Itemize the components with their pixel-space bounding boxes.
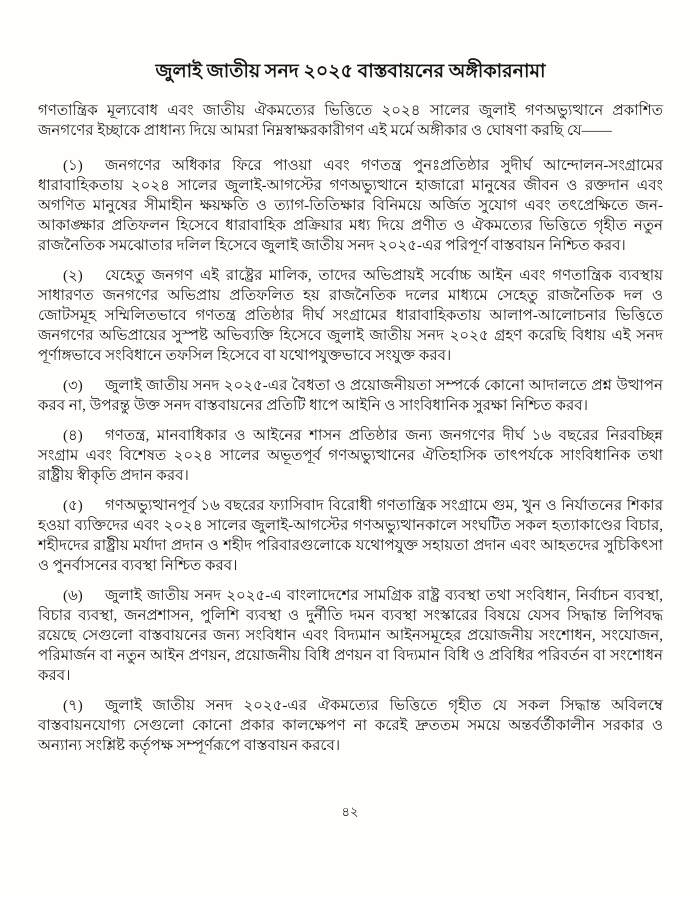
clause-3-number: (৩) [63, 378, 83, 394]
clause-2-text: যেহেতু জনগণ এই রাষ্ট্রের মালিক, তাদের অভিপ্রায়ই সর্বোচ্চ আইন এবং গণতান্ত্রিক ব্যবস্থায় সাধারণত জনগণের অভিপ্রায় প্রতিফলিত হয় রাজনৈতিক দলের মাধ্যমে সেহেতু রাজনৈতিক দল ও জোটসমূহ সম্মিলিতভাবে গণতন্ত্র প্রতিষ্ঠার দীর্ঘ সংগ্রামের ধারাবাহিকতায় আলাপ-আলোচনার ভিত্তিতে জনগণের অভিপ্রায়ের সুস্পষ্ট অভিব্যক্তি হিসেবে জুলাই জাতীয় সনদ ২০২৫ গ্রহণ করেছি বিধায় এই সনদ পূর্ণাঙ্গভাবে সংবিধানে তফসিল হিসেবে বা যথোপযুক্তভাবে সংযুক্ত করব। [38, 268, 663, 364]
clause-3 [38, 376, 663, 416]
intro-paragraph: গণতান্ত্রিক মূল্যবোধ এবং জাতীয় ঐকমত্যের ভিত্তিতে ২০২৪ সালের জুলাই গণঅভ্যুত্থানে প্রকাশিত জনগণের ইচ্ছাকে প্রাধান্য দিয়ে আমরা নিম্নস্বাক্ষরকারীগণ এই মর্মে অঙ্গীকার ও ঘোষণা করছি যে—— [38, 103, 663, 139]
clause-3-text: জুলাই জাতীয় সনদ ২০২৫-এর বৈধতা ও প্রয়োজনীয়তা সম্পর্কে কোনো আদালতে প্রশ্ন উত্থাপন করব না, উপরন্তু উক্ত সনদ বাস্তবায়নের প্রতিটি ধাপে আইনি ও সাংবিধানিক সুরক্ষা নিশ্চিত করব। [38, 378, 663, 414]
clause-6-text: জুলাই জাতীয় সনদ ২০২৫-এ বাংলাদেশের সামগ্রিক রাষ্ট্র ব্যবস্থা তথা সংবিধান, নির্বাচন ব্যবস্থা, বিচার ব্যবস্থা, জনপ্রশাসন, পুলিশি ব্যবস্থা ও দুর্নীতি দমন ব্যবস্থা সংস্কারের বিষয়ে যেসব সিদ্ধান্ত লিপিবদ্ধ রয়েছে সেগুলো বাস্তবায়নের জন্য সংবিধান এবং বিদ্যমান আইনসমূহের প্রয়োজনীয় সংশোধন, সংযোজন, পরিমার্জন বা নতুন আইন প্রণয়ন, প্রয়োজনীয় বিধি প্রণয়ন বা বিদ্যমান বিধি ও প্রবিধির পরিবর্তন বা সংশোধন করব। [38, 588, 663, 684]
clause-1-text: জনগণের অধিকার ফিরে পাওয়া এবং গণতন্ত্র পুনঃপ্রতিষ্ঠার সুদীর্ঘ আন্দোলন-সংগ্রামের ধারাবাহিকতায় ২০২৪ সালের জুলাই-আগস্টের গণঅভ্যুত্থানে হাজারো মানুষের জীবন ও রক্তদান এবং অগণিত মানুষের সীমাহীন ক্ষয়ক্ষতি ও ত্যাগ-তিতিক্ষার বিনিময়ে অর্জিত সুযোগ এবং তৎপ্রেক্ষিতে জন-আকাঙ্ক্ষার প্রতিফলন হিসেবে ধারাবাহিক প্রক্রিয়ার মধ্য দিয়ে প্রণীত ও ঐকমত্যের ভিত্তিতে গৃহীত নতুন রাজনৈতিক সমঝোতার দলিল হিসেবে জুলাই জাতীয় সনদ ২০২৫-এর পরিপূর্ণ বাস্তবায়ন নিশ্চিত করব। [38, 158, 663, 254]
clause-4 [38, 426, 663, 486]
clause-4-text: গণতন্ত্র, মানবাধিকার ও আইনের শাসন প্রতিষ্ঠার জন্য জনগণের দীর্ঘ ১৬ বছরের নিরবচ্ছিন্ন সংগ্রাম এবং বিশেষত ২০২৪ সালের অভূতপূর্ব গণঅভ্যুত্থানের ঐতিহাসিক তাৎপর্যকে সাংবিধানিক তথা রাষ্ট্রীয় স্বীকৃতি প্রদান করব। [38, 428, 663, 484]
clause-2 [38, 266, 663, 366]
document-content [38, 60, 663, 766]
clause-4-number: (৪) [63, 428, 83, 444]
clause-5-text: গণঅভ্যুত্থানপূর্ব ১৬ বছরের ফ্যাসিবাদ বিরোধী গণতান্ত্রিক সংগ্রামে গুম, খুন ও নির্যাতনের শিকার হওয়া ব্যক্তিদের এবং ২০২৪ সালের জুলাই-আগস্টের গণঅভ্যুত্থানকালে সংঘটিত সকল হত্যাকাণ্ডের বিচার, শহীদদের রাষ্ট্রীয় মর্যাদা প্রদান ও শহীদ পরিবারগুলোকে যথোপযুক্ত সহায়তা প্রদান এবং আহতদের সুচিকিৎসা ও পুনর্বাসনের ব্যবস্থা নিশ্চিত করব। [38, 498, 663, 574]
clause-7-text: জুলাই জাতীয় সনদ ২০২৫-এর ঐকমত্যের ভিত্তিতে গৃহীত যে সকল সিদ্ধান্ত অবিলম্বে বাস্তবায়নযোগ্য সেগুলো কোনো প্রকার কালক্ষেপণ না করেই দ্রুততম সময়ে অন্তর্বর্তীকালীন সরকার ও অন্যান্য সংশ্লিষ্ট কর্তৃপক্ষ সম্পূর্ণরূপে বাস্তবায়ন করবে। [38, 698, 663, 754]
clause-2-number: (২) [63, 268, 83, 284]
clause-6 [38, 586, 663, 686]
clause-5 [38, 496, 663, 576]
page-title: জুলাই জাতীয় সনদ ২০২৫ বাস্তবায়নের অঙ্গীকারনামা [155, 61, 546, 82]
clause-6-number: (৬) [63, 588, 83, 604]
clause-1 [38, 156, 663, 256]
clause-7 [38, 696, 663, 756]
clause-7-number: (৭) [63, 698, 83, 714]
page-number: ৪২ [341, 804, 359, 819]
clause-5-number: (৫) [63, 498, 83, 514]
clause-1-number: (১) [63, 158, 83, 174]
